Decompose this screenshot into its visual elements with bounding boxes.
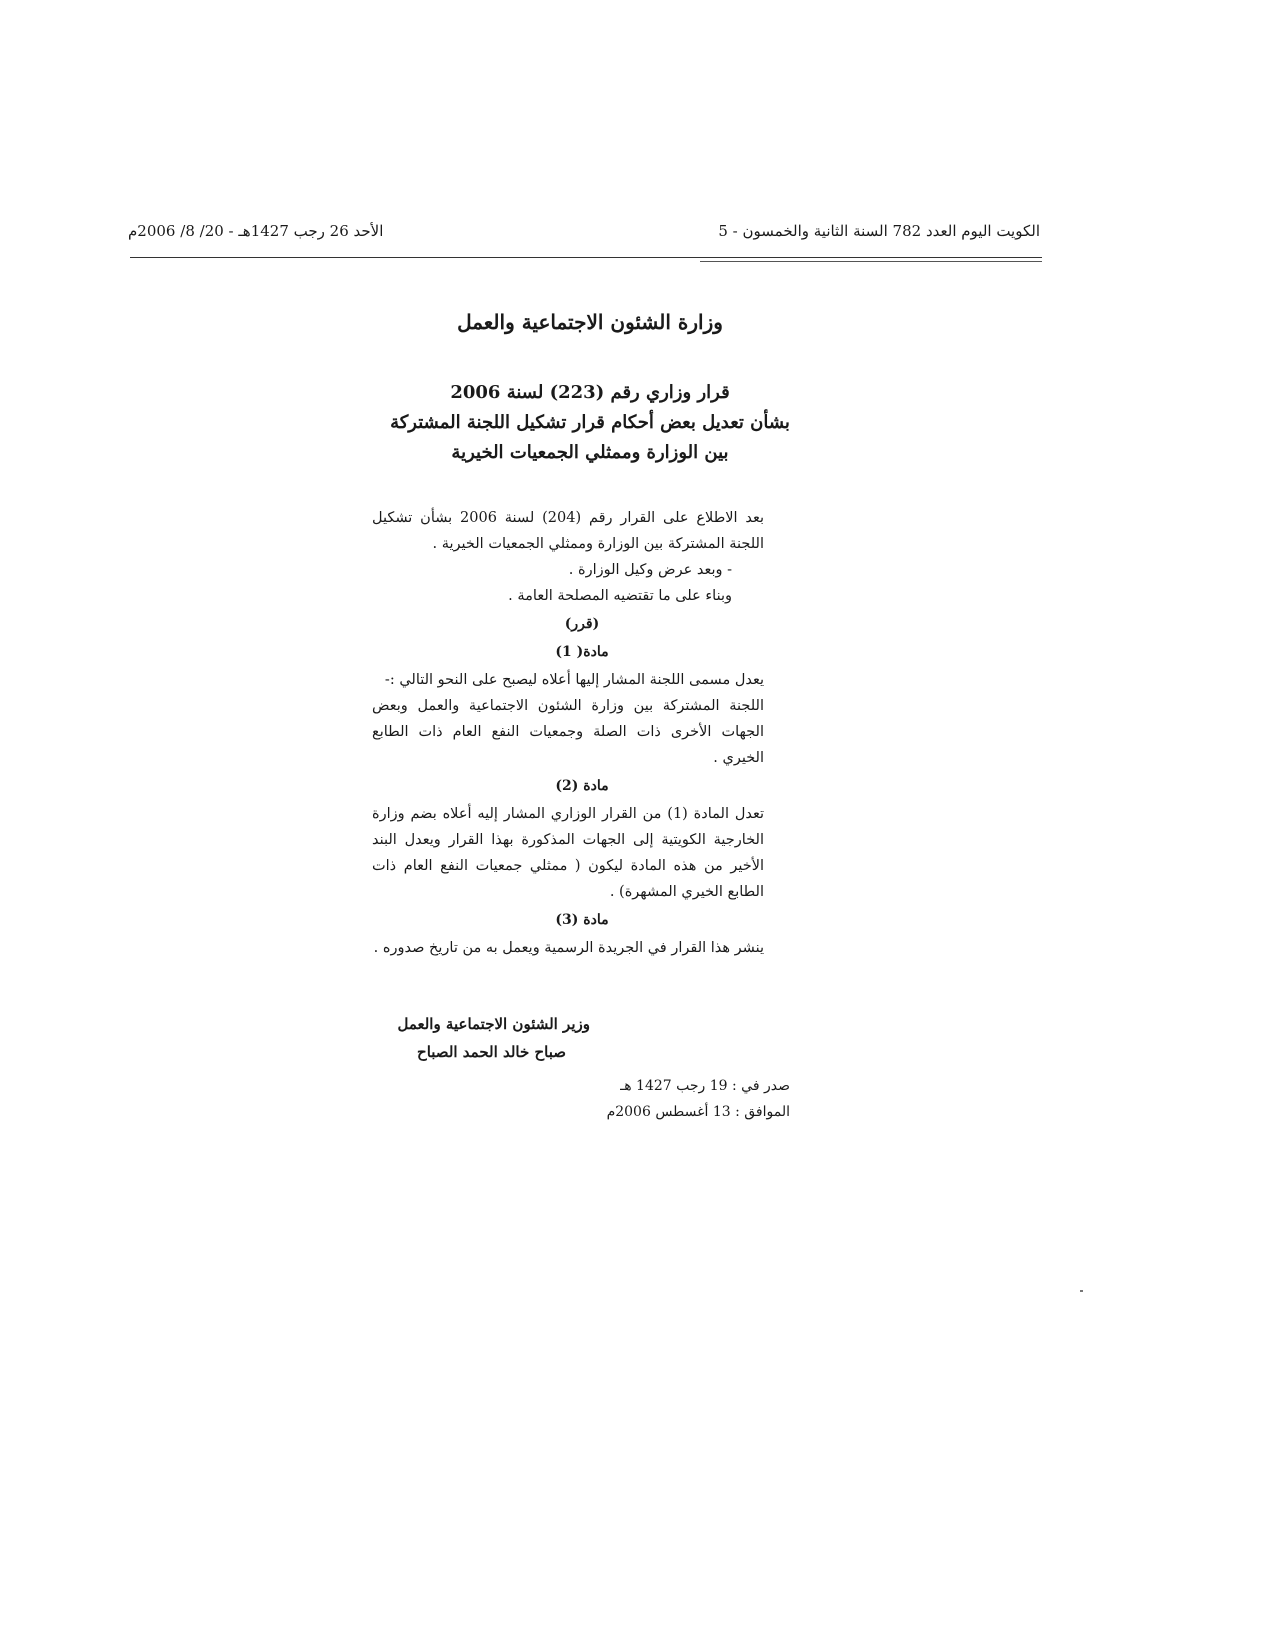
article-heading: مادة( 1) — [555, 644, 609, 660]
minister-title: وزير الشئون الاجتماعية والعمل — [397, 1015, 590, 1033]
minister-name: صباح خالد الحمد الصباح — [417, 1043, 566, 1061]
header-rule — [130, 257, 1042, 258]
header-rule-secondary — [700, 261, 1042, 262]
header-date: الأحد 26 رجب 1427هـ - 20/ 8/ 2006م — [128, 222, 384, 240]
article-text: تعدل المادة (1) من القرار الوزاري المشار إليه أعلاه بضم وزارة الخارجية الكويتية إلى الجهات المذكورة بهذا القرار ويعدل البند الأخير من هذه المادة ليكون ( ممثلي جمعيات النفع العام ذات الطابع الخيري المشهرة) . — [372, 806, 764, 900]
decree-title-line2: بشأن تعديل بعض أحكام قرار تشكيل اللجنة المشتركة — [390, 412, 790, 433]
signature-block — [380, 1010, 590, 1066]
preamble-paragraph: وبناء على ما تقتضيه المصلحة العامة . — [508, 588, 732, 604]
issue-dates — [540, 1073, 790, 1125]
corresponding-date: الموافق : 13 أغسطس 2006م — [606, 1104, 790, 1120]
article-heading: مادة (3) — [555, 912, 609, 928]
decided-heading: (قرر) — [564, 616, 600, 632]
article-heading: مادة (2) — [555, 778, 609, 794]
article-text: ينشر هذا القرار في الجريدة الرسمية ويعمل به من تاريخ صدوره . — [373, 940, 764, 956]
decree-body — [372, 505, 792, 961]
article-text: يعدل مسمى اللجنة المشار إليها أعلاه ليصبح على النحو التالي :- — [384, 672, 764, 688]
decree-title-line3: بين الوزارة وممثلي الجمعيات الخيرية — [451, 442, 729, 463]
preamble-paragraph: - وبعد عرض وكيل الوزارة . — [568, 562, 732, 578]
ministry-title: وزارة الشئون الاجتماعية والعمل — [457, 310, 723, 334]
issued-date: صدر في : 19 رجب 1427 هـ — [620, 1078, 790, 1094]
preamble-paragraph: بعد الاطلاع على القرار رقم (204) لسنة 2006 بشأن تشكيل اللجنة المشتركة بين الوزارة وممثلي الجمعيات الخيرية . — [372, 510, 765, 552]
article-text: اللجنة المشتركة بين وزارة الشئون الاجتماعية والعمل وبعض الجهات الأخرى ذات الصلة وجمعيات النفع العام ذات الطابع الخيري . — [372, 698, 764, 766]
decree-title-line1: قرار وزاري رقم (223) لسنة 2006 — [450, 382, 730, 403]
scan-speck — [1080, 1290, 1083, 1292]
header-issue-info: الكويت اليوم العدد 782 السنة الثانية والخمسون - 5 — [718, 222, 1040, 240]
decree-title — [380, 378, 800, 468]
